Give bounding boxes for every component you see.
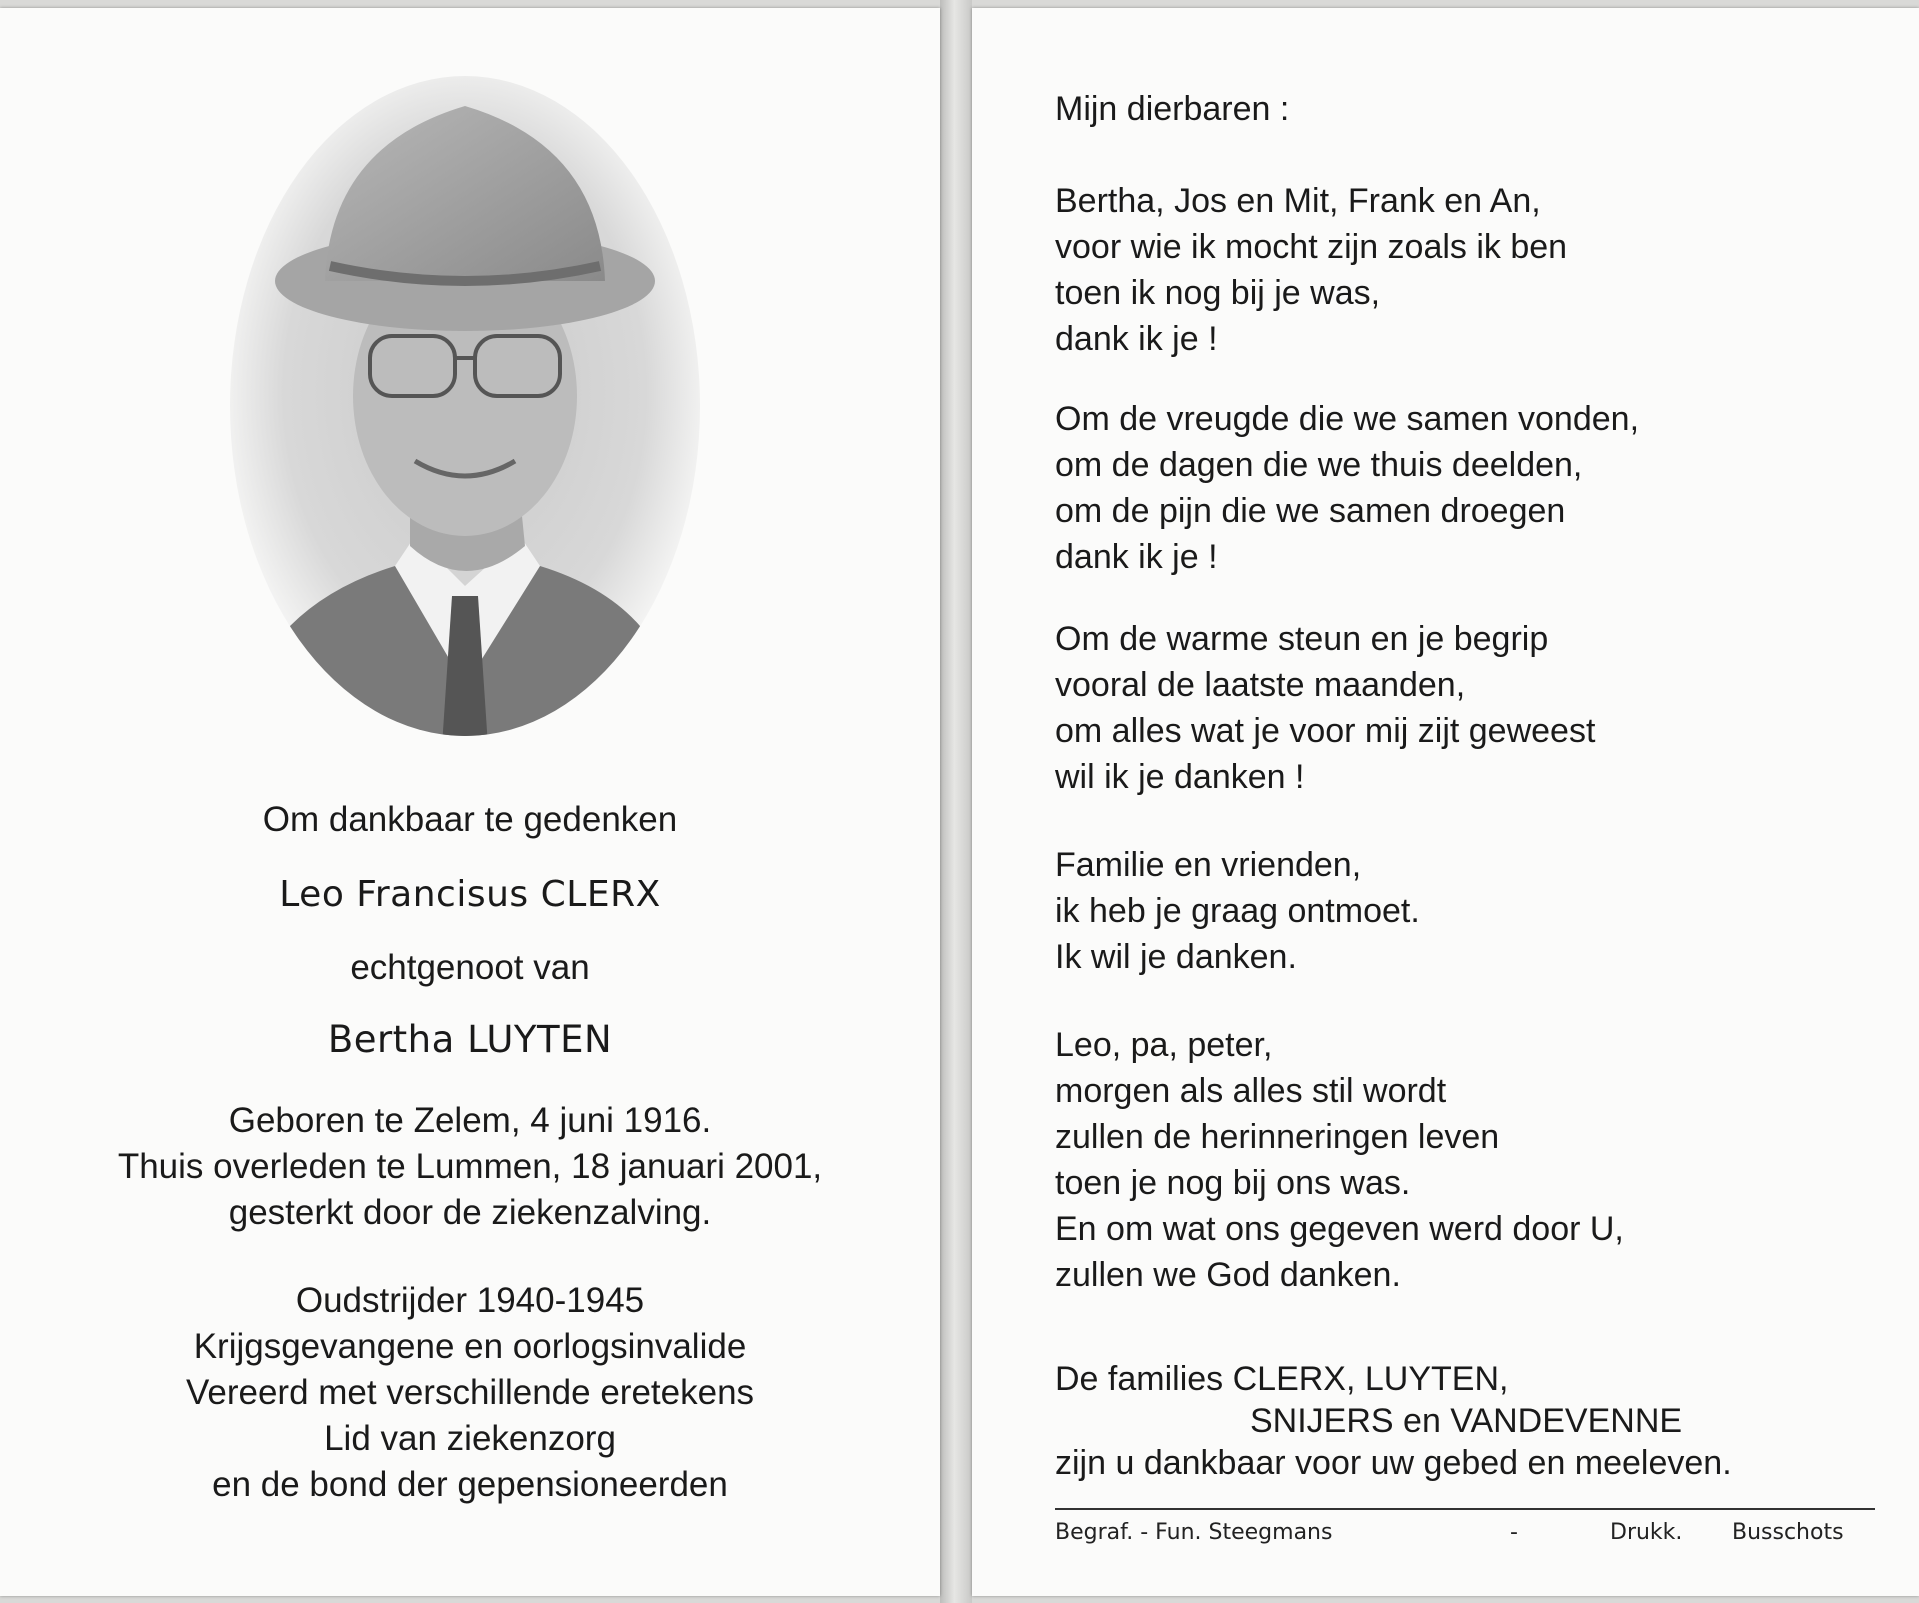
family-signature (1055, 1358, 1732, 1484)
stanza (1055, 178, 1732, 362)
spouse-name: Bertha LUYTEN (327, 1018, 613, 1061)
memorial-card-back (972, 8, 1919, 1596)
sacrament-line: gesterkt door de ziekenzalving. (228, 1193, 712, 1232)
poem-line: toen je nog bij ons was. (1055, 1164, 1411, 1202)
honor-line: Krijgsgevangene en oorlogsinvalide (193, 1327, 747, 1366)
printer-label: Drukk. (1610, 1520, 1683, 1545)
intro-text: Om dankbaar te gedenken (262, 800, 678, 839)
memorial-card-front (0, 8, 940, 1596)
poem-line: om de pijn die we samen droegen (1055, 492, 1566, 530)
stanza (1055, 616, 1732, 800)
poem-line: voor wie ik mocht zijn zoals ik ben (1055, 228, 1568, 266)
family-line: De families CLERX, LUYTEN, (1055, 1360, 1509, 1398)
poem-line: Om de warme steun en je begrip (1055, 620, 1549, 658)
poem-line: En om wat ons gegeven werd door U, (1055, 1210, 1624, 1248)
poem-line: zullen de herinneringen leven (1055, 1118, 1500, 1156)
stanza (1055, 396, 1732, 580)
honor-line: Oudstrijder 1940-1945 (295, 1281, 645, 1320)
death-line: Thuis overleden te Lummen, 18 januari 2001, (117, 1147, 823, 1186)
funeral-home: Begraf. - Fun. Steegmans (1055, 1520, 1333, 1545)
poem-line: Om de vreugde die we samen vonden, (1055, 400, 1640, 438)
printer-name: Busschots (1732, 1520, 1844, 1545)
portrait-photo (220, 66, 710, 746)
honors-list (0, 1278, 940, 1508)
poem-line: ik heb je graag ontmoet. (1055, 892, 1420, 930)
poem-line: om alles wat je voor mij zijt geweest (1055, 712, 1596, 750)
poem-line: Bertha, Jos en Mit, Frank en An, (1055, 182, 1541, 220)
spouse-label: echtgenoot van (350, 948, 590, 987)
honor-line: Lid van ziekenzorg (324, 1419, 616, 1458)
poem-line: vooral de laatste maanden, (1055, 666, 1466, 704)
poem-line: dank ik je ! (1055, 538, 1218, 576)
poem-line: zullen we God danken. (1055, 1256, 1401, 1294)
birth-line: Geboren te Zelem, 4 juni 1916. (228, 1101, 712, 1140)
poem-line: Ik wil je danken. (1055, 938, 1297, 976)
footer-divider (1055, 1508, 1875, 1510)
poem-line: morgen als alles stil wordt (1055, 1072, 1447, 1110)
card-gap (940, 0, 972, 1603)
stanza (1055, 1022, 1732, 1298)
greeting: Mijn dierbaren : (1055, 90, 1290, 128)
family-line: SNIJERS en VANDEVENNE (1250, 1402, 1683, 1440)
deceased-name: Leo Francisus CLERX (279, 874, 661, 915)
honor-line: en de bond der gepensioneerden (212, 1465, 728, 1504)
poem-line: dank ik je ! (1055, 320, 1218, 358)
thank-you-poem (1055, 86, 1732, 1484)
poem-line: Familie en vrienden, (1055, 846, 1362, 884)
poem-line: toen ik nog bij je was, (1055, 274, 1381, 312)
life-details (0, 1098, 940, 1236)
honor-line: Vereerd met verschillende eretekens (185, 1373, 755, 1412)
poem-line: Leo, pa, peter, (1055, 1026, 1273, 1064)
footer-separator: - (1510, 1520, 1518, 1545)
poem-line: om de dagen die we thuis deelden, (1055, 446, 1583, 484)
family-line: zijn u dankbaar voor uw gebed en meeleven. (1055, 1444, 1732, 1482)
poem-line: wil ik je danken ! (1055, 758, 1305, 796)
stanza (1055, 842, 1732, 980)
